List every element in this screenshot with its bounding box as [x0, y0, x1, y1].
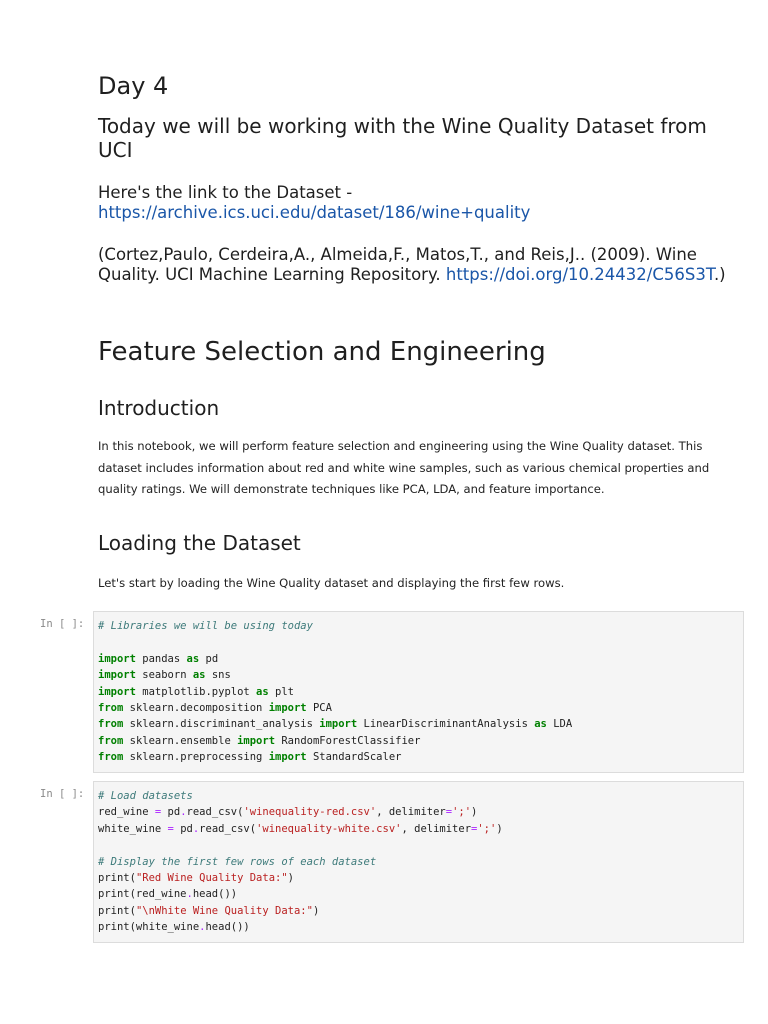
code-token: PCA [306, 702, 332, 715]
code-token: import [268, 751, 307, 764]
code-line [98, 667, 739, 683]
code-token: red_wine [98, 806, 155, 819]
code-token: ';' [477, 822, 497, 835]
code-token: ) [312, 904, 320, 917]
code-token: 'winequality-red.csv' [243, 806, 377, 819]
code-line [98, 618, 739, 634]
code-token: ';' [452, 806, 472, 819]
code-line [98, 804, 739, 820]
code-token: . [199, 921, 206, 934]
code-token: = [154, 806, 162, 819]
code-token: as [192, 669, 206, 682]
code-token: from [98, 702, 124, 715]
code-line [98, 733, 739, 749]
code-token: , delimiter [401, 822, 472, 835]
intro-heading: Today we will be working with the Wine Quality Dataset from UCI [98, 114, 707, 162]
code-token: import [98, 669, 136, 682]
code-cell-2[interactable] [93, 781, 744, 943]
code-token: white_wine [98, 822, 168, 835]
code-token: from [98, 734, 124, 747]
citation-block [98, 245, 728, 285]
code-token: . [180, 806, 187, 819]
code-token: import [98, 652, 136, 665]
code-line [98, 788, 739, 804]
code-line [98, 716, 739, 732]
code-token: # Libraries we will be using today [98, 620, 313, 632]
code-token: pd [173, 822, 193, 835]
code-token: "\nWhite Wine Quality Data:" [135, 904, 313, 917]
code-token: sklearn.ensemble [123, 734, 238, 747]
code-cell-1-source[interactable] [98, 618, 739, 766]
dataset-link-block [98, 183, 738, 223]
dataset-link-label: Here's the link to the Dataset - [98, 183, 353, 202]
code-token: pd [161, 806, 181, 819]
code-token: = [167, 822, 174, 835]
code-line [98, 903, 739, 919]
code-token: LDA [546, 718, 573, 731]
code-token: as [534, 718, 547, 731]
code-cell-1[interactable] [93, 611, 744, 773]
code-token: import [237, 734, 276, 747]
code-token: 'winequality-white.csv' [256, 822, 402, 835]
code-token: head()) [192, 888, 238, 901]
code-token: sklearn.decomposition [123, 702, 269, 715]
code-token: ) [287, 872, 294, 885]
code-line [98, 821, 739, 837]
loading-text: Let's start by loading the Wine Quality dataset and displaying the first few rows. [98, 576, 565, 590]
code-token: pd [199, 652, 219, 665]
code-token: . [192, 822, 200, 835]
code-token: head()) [205, 921, 250, 934]
code-token: import [98, 685, 136, 698]
introduction-heading: Introduction [98, 396, 220, 420]
introduction-text: In this notebook, we will perform feature selection and engineering using the Wine Quality dataset. This dataset includes information about red and white wine samples, such as various chemical properties and quality ratings. We will demonstrate techniques like PCA, LDA, and feature importance. [98, 439, 710, 496]
code-token: pandas [135, 652, 187, 665]
code-token: LinearDiscriminantAnalysis [357, 718, 535, 731]
code-line [98, 700, 739, 716]
code-token: ) [496, 822, 503, 835]
citation-doi-link[interactable]: https://doi.org/10.24432/C56S3T [445, 265, 714, 285]
code-token: = [471, 822, 478, 835]
code-token: = [445, 806, 453, 819]
code-token: from [98, 751, 124, 764]
citation-close: .) [713, 265, 726, 285]
code-line [98, 919, 739, 935]
code-line [98, 870, 739, 886]
code-token: sklearn.preprocessing [123, 751, 269, 764]
code-token: plt [268, 685, 294, 698]
code-token: # Display the first few rows of each dataset [98, 855, 377, 868]
code-token: print( [98, 872, 136, 885]
code-line [98, 854, 739, 870]
code-token: , delimiter [376, 806, 446, 819]
citation-text: (Cortez,Paulo, Cerdeira,A., Almeida,F., Matos,T., and Reis,J.. (2009). Wine Quality. UCI Machine Learning Repository. [98, 245, 697, 285]
code-token: . [186, 888, 193, 901]
code-line [98, 886, 739, 902]
code-token: as [256, 685, 269, 698]
code-token: # Load datasets [98, 790, 193, 802]
code-token: matplotlib.pyplot [135, 685, 257, 698]
code-line [98, 837, 739, 853]
code-token: as [186, 652, 200, 665]
code-token: read_csv( [186, 806, 244, 819]
code-token: import [268, 702, 307, 715]
code-token: print(red_wine [98, 888, 187, 901]
cell-2-prompt: In [ ]: [40, 788, 85, 800]
cell-1-prompt: In [ ]: [40, 618, 85, 630]
code-token: sns [205, 669, 231, 682]
code-line [98, 684, 739, 700]
code-token: RandomForestClassifier [275, 734, 421, 747]
code-token: from [98, 718, 124, 731]
code-token: sklearn.discriminant_analysis [123, 718, 320, 731]
code-token: read_csv( [199, 822, 257, 835]
loading-heading: Loading the Dataset [98, 531, 301, 555]
code-token: ) [471, 806, 478, 819]
code-token: print( [98, 904, 136, 917]
code-token: import [319, 718, 358, 731]
code-cell-2-source[interactable] [98, 788, 739, 936]
code-token: print(white_wine [98, 921, 200, 934]
code-token: StandardScaler [306, 751, 402, 764]
code-line [98, 749, 739, 765]
day-heading: Day 4 [98, 72, 169, 101]
code-line [98, 651, 739, 667]
code-token: seaborn [135, 669, 193, 682]
code-line [98, 634, 739, 650]
dataset-link[interactable]: https://archive.ics.uci.edu/dataset/186/wine+quality [98, 203, 531, 223]
section-title: Feature Selection and Engineering [98, 337, 546, 367]
code-token: "Red Wine Quality Data:" [135, 872, 288, 885]
